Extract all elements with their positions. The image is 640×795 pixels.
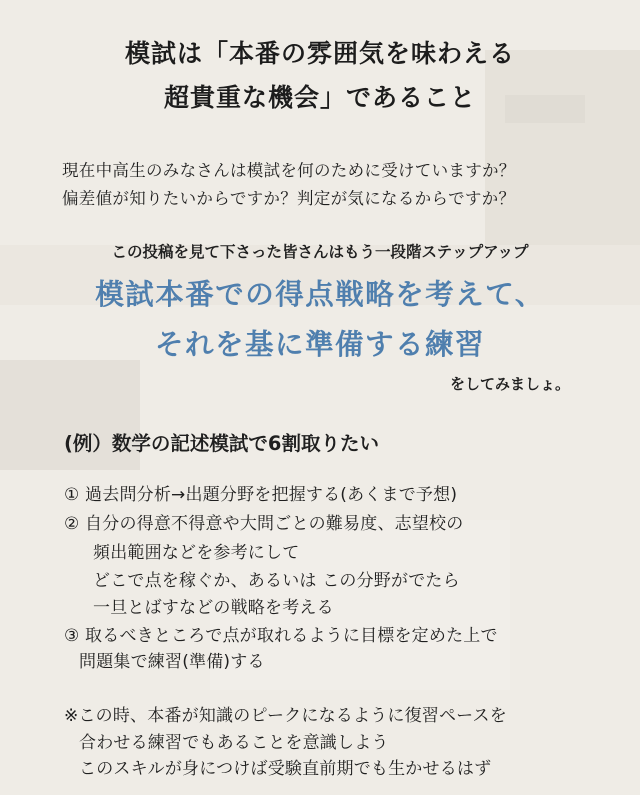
example-heading: (例）数学の記述模試で6割取りたい — [64, 432, 379, 455]
note-line-2: 合わせる練習でもあることを意識しよう — [79, 733, 389, 753]
highlight-line-2: それを基に準備する練習 — [154, 328, 485, 361]
step-2-line-3: どこで点を稼ぐか、あるいは この分野がでたら — [93, 571, 460, 591]
title-line-1: 模試は「本番の雰囲気を味わえる — [124, 39, 515, 68]
step-1: ① 過去問分析→出題分野を把握する(あくまで予想) — [64, 485, 458, 505]
tail-text: をしてみましょ。 — [449, 375, 570, 393]
step-2-line-4: 一旦とばすなどの戦略を考える — [93, 598, 334, 618]
lead-text: この投稿を見て下さった皆さんはもう一段階ステップアップ — [111, 243, 529, 261]
step-3: ③ 取るべきところで点が取れるように目標を定めた上で — [64, 626, 498, 646]
step-2: ② 自分の得意不得意や大問ごとの難易度、志望校の — [64, 514, 464, 534]
question-line-1: 現在中高生のみなさんは模試を何のために受けていますか？ — [62, 161, 516, 180]
highlight-line-1: 模試本番での得点戦略を考えて、 — [95, 278, 545, 311]
note-line-1: ※この時、本番が知識のピークになるように復習ペースを — [64, 706, 507, 726]
step-2-line-2: 頻出範囲などを参考にして — [93, 543, 300, 563]
question-line-2: 偏差値が知りたいからですか？判定が気になるからですか？ — [62, 189, 516, 208]
step-3-line-2: 問題集で練習(準備)する — [79, 652, 265, 672]
note-line-3: このスキルが身につけば受験直前期でも生かせるはず — [79, 759, 492, 779]
title-line-2: 超貴重な機会」であること — [163, 83, 476, 112]
